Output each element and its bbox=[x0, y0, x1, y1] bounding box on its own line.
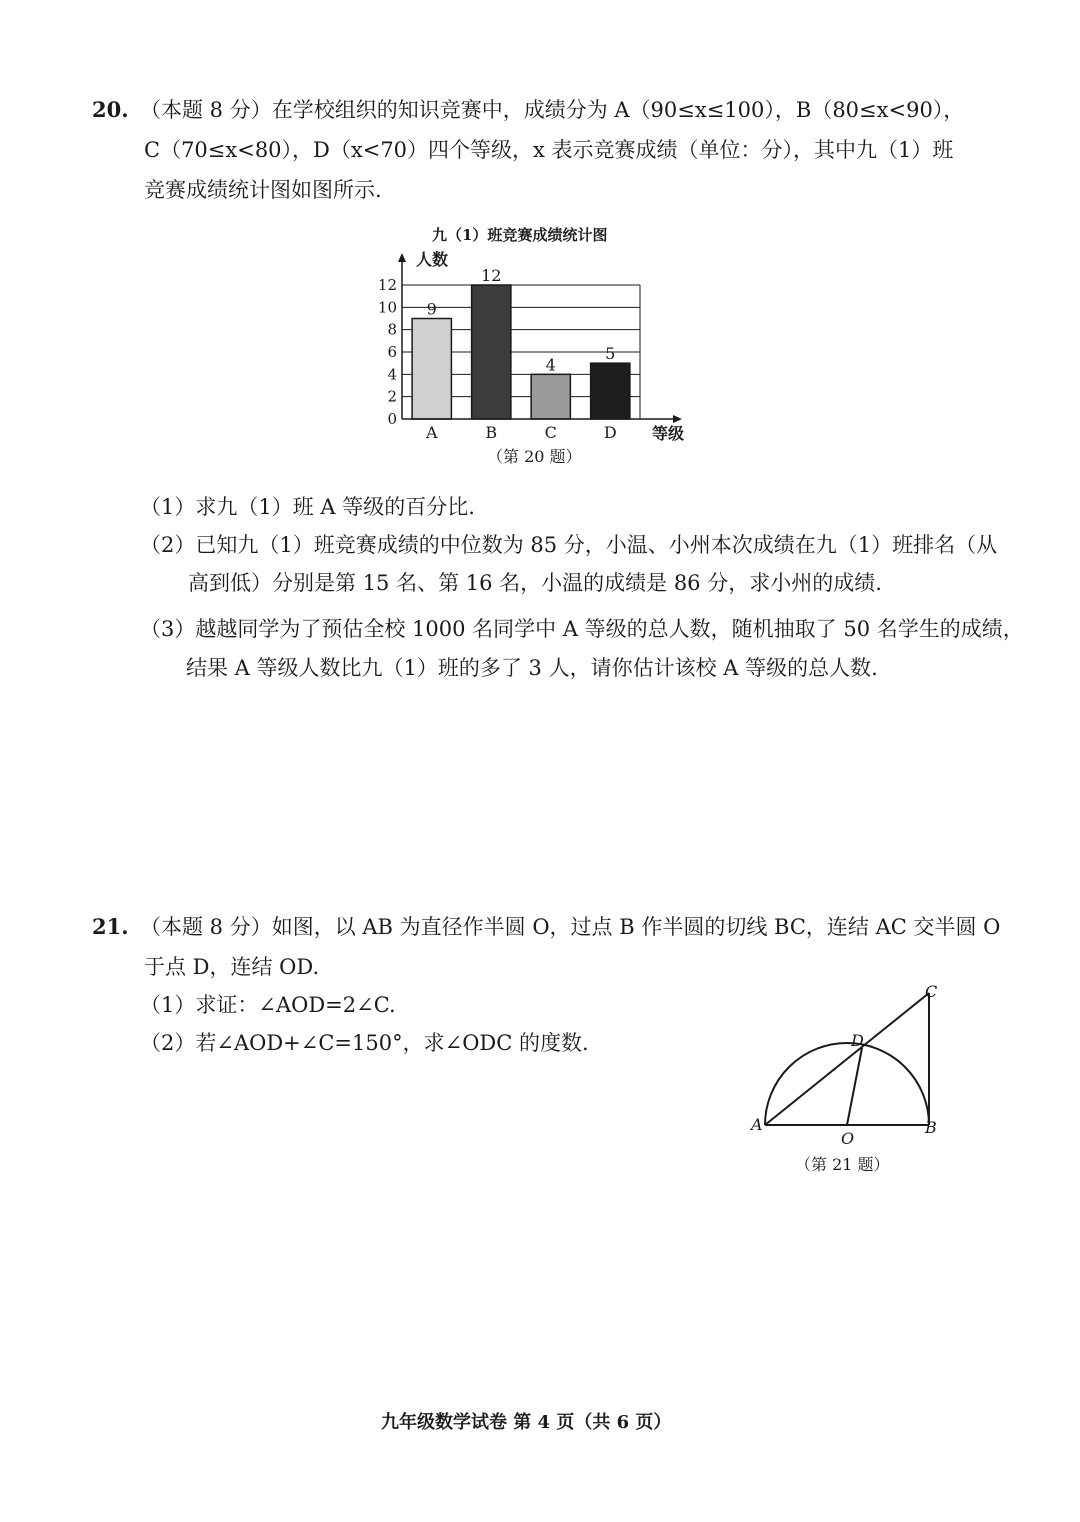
point-label-D: D bbox=[851, 1031, 864, 1050]
q20-subquestion-3-line1: （3）越越同学为了预估全校 1000 名同学中 A 等级的总人数，随机抽取了 50 名学生的成绩， bbox=[140, 617, 1024, 641]
point-label-B: B bbox=[925, 1118, 937, 1137]
segment-OD bbox=[847, 1048, 862, 1125]
x-axis-arrow bbox=[673, 415, 682, 423]
q21-stem-line2: 于点 D，连结 OD. bbox=[144, 955, 320, 979]
q21-subquestion-2: （2）若∠AOD+∠C=150°，求∠ODC 的度数. bbox=[140, 1031, 589, 1055]
bar-C bbox=[531, 374, 570, 419]
x-axis-label: 等级 bbox=[652, 424, 685, 443]
q20-stem-line3: 竞赛成绩统计图如图所示. bbox=[144, 178, 382, 202]
point-label-O: O bbox=[841, 1129, 855, 1148]
q20-figure-caption: （第 20 题） bbox=[487, 447, 582, 466]
y-axis-arrow bbox=[398, 253, 406, 262]
chart-x-ticks bbox=[425, 423, 617, 442]
y-tick-label: 0 bbox=[387, 410, 397, 428]
bar-A bbox=[412, 319, 451, 420]
chart-y-ticks bbox=[378, 276, 397, 428]
page-footer: 九年级数学试卷 第 4 页（共 6 页） bbox=[381, 1412, 672, 1433]
point-label-A: A bbox=[751, 1115, 763, 1134]
q21-subquestion-1: （1）求证：∠AOD=2∠C. bbox=[140, 993, 396, 1017]
data-label-C: 4 bbox=[545, 355, 556, 375]
q20-stem-line2: C（70≤x<80），D（x<70）四个等级，x 表示竞赛成绩（单位：分），其中九（1）班 bbox=[144, 138, 954, 162]
q20-number: 20. bbox=[92, 97, 129, 122]
data-label-D: 5 bbox=[605, 344, 616, 364]
chart-data-labels bbox=[427, 266, 616, 374]
y-tick-label: 10 bbox=[377, 298, 397, 317]
chart-title: 九（1）班竞赛成绩统计图 bbox=[432, 226, 608, 244]
q20-stem-line1: （本题 8 分）在学校组织的知识竞赛中，成绩分为 A（90≤x≤100），B（80≤x<90）， bbox=[140, 98, 965, 122]
x-tick-label-A: A bbox=[425, 423, 438, 442]
y-tick-label: 6 bbox=[387, 343, 397, 361]
bar-D bbox=[591, 363, 630, 419]
q21-number: 21. bbox=[92, 914, 129, 939]
y-tick-label: 8 bbox=[387, 320, 397, 339]
geometry-figure bbox=[745, 975, 955, 1150]
y-axis-label: 人数 bbox=[416, 250, 449, 269]
x-tick-label-B: B bbox=[485, 423, 498, 442]
q20-subquestion-2-line1: （2）已知九（1）班竞赛成绩的中位数为 85 分，小温、小州本次成绩在九（1）班排名（从 bbox=[140, 533, 998, 557]
data-label-B: 12 bbox=[481, 266, 502, 285]
y-tick-label: 12 bbox=[377, 276, 397, 294]
q20-subquestion-3-line2: 结果 A 等级人数比九（1）班的多了 3 人，请你估计该校 A 等级的总人数. bbox=[186, 656, 878, 680]
x-tick-label-C: C bbox=[544, 423, 557, 442]
q20-subquestion-2-line2: 高到低）分别是第 15 名、第 16 名，小温的成绩是 86 分，求小州的成绩. bbox=[188, 571, 882, 595]
bar-chart bbox=[360, 245, 720, 450]
q20-subquestion-1: （1）求九（1）班 A 等级的百分比. bbox=[140, 495, 475, 519]
point-label-C: C bbox=[925, 982, 938, 1001]
q21-stem-line1: （本题 8 分）如图，以 AB 为直径作半圆 O，过点 B 作半圆的切线 BC，连结 AC 交半圆 O bbox=[140, 915, 1001, 939]
q21-figure-caption: （第 21 题） bbox=[795, 1155, 890, 1174]
y-tick-label: 4 bbox=[387, 365, 397, 384]
data-label-A: 9 bbox=[426, 299, 437, 319]
y-tick-label: 2 bbox=[387, 387, 397, 406]
x-tick-label-D: D bbox=[603, 423, 617, 442]
segment-AC bbox=[765, 993, 929, 1125]
semicircle-arc bbox=[765, 1043, 929, 1125]
bar-B bbox=[472, 285, 511, 419]
